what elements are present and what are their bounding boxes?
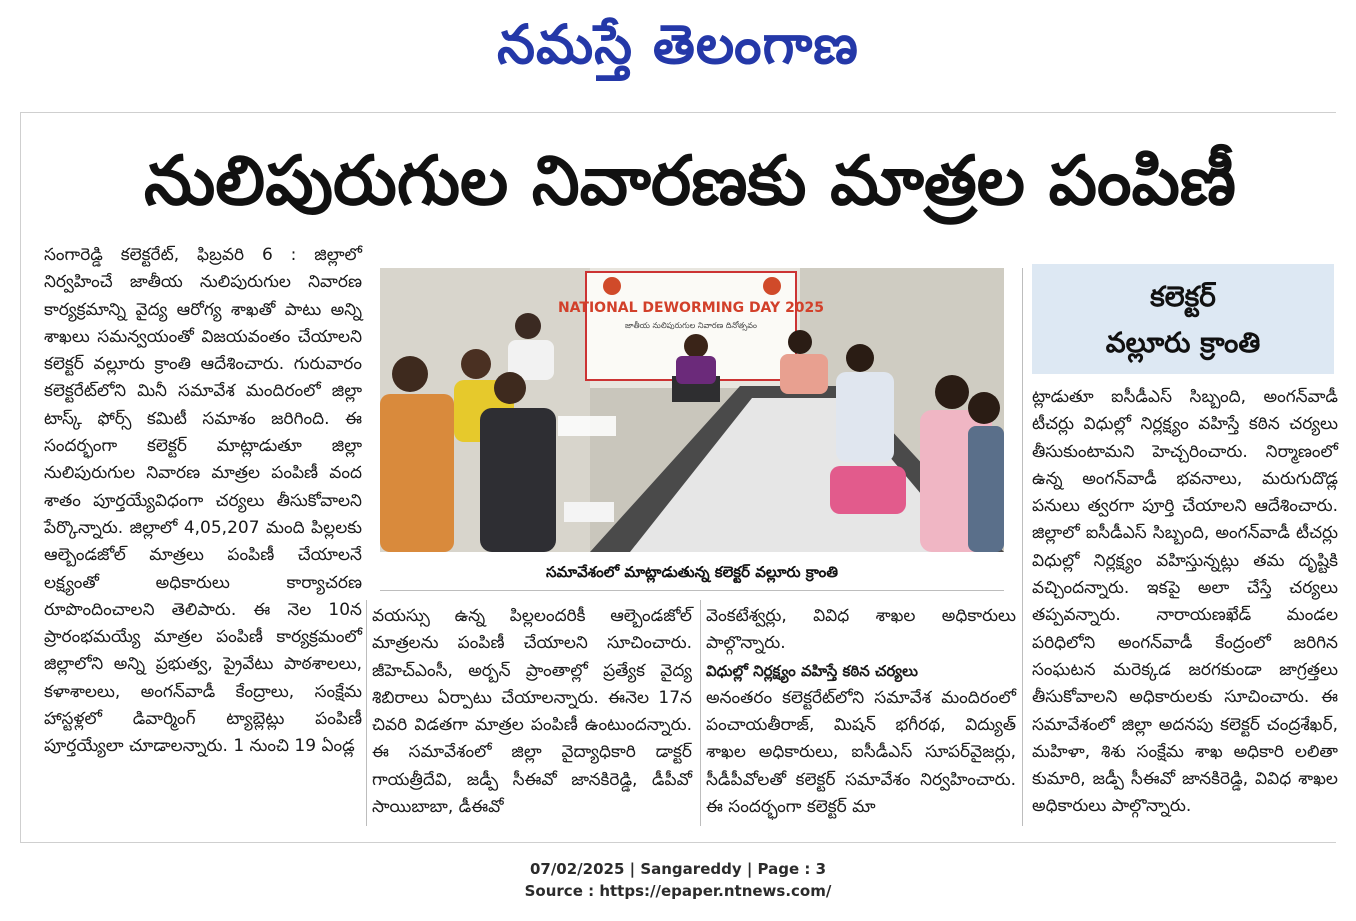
sidebar-title: కలెక్టర్ <box>1150 280 1216 313</box>
column-1-text: సంగారెడ్డి కలెక్టరేట్, ఫిబ్రవరి 6 : జిల్లాలో నిర్వహించే జాతీయ నులిపురుగుల నివారణ కార్యక్రమాన్ని వైద్య ఆరోగ్య శాఖతో పాటు అన్ని శాఖలు సమన్వయంతో విజయవంతం చేయాలని కలెక్టర్ వల్లూరు క్రాంతి ఆదేశించారు. గురువారం కలెక్టరేట్‌లోని మినీ సమావేశ మందిరంలో జిల్లా టాస్క్ ఫోర్స్ కమిటీ సమాశం జరిగింది. ఈ సందర్భంగా కలెక్టర్ మాట్లాడుతూ జిల్లా నులిపురుగుల నివారణ మాత్రల పంపిణీ వంద శాతం పూర్తయ్యేవిధంగా చర్యలు తీసుకోవాలని పేర్కొన్నారు. జిల్లాలో 4,05,207 మంది పిల్లలకు ఆల్బెండజోల్ మాత్రలు పంపిణీ చేయాలనే లక్ష్యంతో అధికారులు కార్యాచరణ రూపొందించాలని తెలిపారు. ఈ నెల 10న ప్రారంభమయ్యే మాత్రల పంపిణీ కార్యక్రమంలో జిల్లాలోని అన్ని ప్రభుత్వ, ప్రైవేటు పాఠశాలలు, కళాశాలలు, అంగన్‌వాడీ కేంద్రాలు, సంక్షేమ హాస్టళ్లలో డివార్మింగ్ ట్యాబ్లెట్లు పంపిణీ పూర్తయ్యేలా చూడాలన్నారు. 1 నుంచి 19 ఏండ్ల <box>44 245 362 757</box>
column-3-subheading: విధుల్లో నిర్లక్ష్యం వహిస్తే కఠిన చర్యలు <box>706 661 918 680</box>
column-3-body-text: అనంతరం కలెక్టరేట్‌లోని సమావేశ మందిరంలో పంచాయతీరాజ్, మిషన్ భగీరథ, విద్యుత్ శాఖల అధికారులు, ఐసీడీఎస్ సూపర్‌వైజర్లు, సీడీపీవోలతో కలెక్టర్ సమావేశం నిర్వహించారు. ఈ సందర్భంగా కలెక్టర్ మా <box>706 687 1016 818</box>
column-divider <box>366 600 367 826</box>
article-column-3 <box>706 603 1016 821</box>
collector-name-box <box>1032 264 1334 374</box>
meeting-photo <box>380 268 1004 552</box>
column-2-text: వయస్సు ఉన్న పిల్లలందరికీ ఆల్బెండజోల్ మాత్రలను పంపిణీ చేయాలని సూచించారు. జీహెచ్ఎంసీ, అర్బన్ ప్రాంతాల్లో ప్రత్యేక వైద్య శిబిరాలు ఏర్పాటు చేయాలన్నారు. ఈనెల 17న చివరి విడతగా మాత్రల పంపిణీ ఉంటుందన్నారు. ఈ సమావేశంలో జిల్లా వైద్యాధికారి డాక్టర్ గాయత్రీదేవి, జడ్పీ సీఈవో జానకిరెడ్డి, డీపీవో సాయిబాబా, డీఈవో <box>372 606 692 818</box>
page-frame-bottom <box>20 842 1336 843</box>
banner-title: NATIONAL DEWORMING DAY 2025 <box>557 300 825 316</box>
page-footer <box>0 858 1356 902</box>
footer-date-page: 07/02/2025 | Sangareddy | Page : 3 <box>529 860 827 878</box>
column-4-text: ట్లాడుతూ ఐసీడీఎస్ సిబ్బంది, అంగన్‌వాడీ టీచర్లు విధుల్లో నిర్లక్ష్యం వహిస్తే కఠిన చర్యలు తీసుకుంటామని హెచ్చరించారు. నిర్మాణంలో ఉన్న అంగన్‌వాడీ భవనాలు, మరుగుదొడ్ల పనులు త్వరగా పూర్తి చేయాలని ఆదేశించారు. జిల్లాలో ఐసీడీఎస్ సిబ్బంది, అంగన్‌వాడీ టీచర్లు విధుల్లో నిర్లక్ష్యం వహిస్తున్నట్లు తమ దృష్టికి వచ్చిందన్నారు. ఇకపై అలా చేస్తే చర్యలు తప్పవన్నారు. నారాయణఖేడ్ మండల పరిధిలోని అంగన్‌వాడీ కేంద్రంలో జరిగిన సంఘటన మరెక్కడ జరగకుండా జాగ్రత్తలు తీసుకోవాలని అధికారులకు సూచించారు. ఈ సమావేశంలో జిల్లా అదనపు కలెక్టర్ చంద్రశేఖర్, మహిళా, శిశు సంక్షేమ శాఖ అధికారి లలితా కుమారి, జడ్పీ సీఈవో జానకిరెడ్డి, వివిధ శాఖల అధికారులు పాల్గొన్నారు. <box>1032 387 1338 817</box>
caption-divider <box>380 590 1004 591</box>
meeting-photo-image <box>380 268 1004 552</box>
page-frame-top <box>20 112 1336 113</box>
footer-source: Source : https://epaper.ntnews.com/ <box>524 882 832 900</box>
column-divider <box>1022 268 1023 826</box>
page-frame-left <box>20 112 21 842</box>
article-column-1 <box>44 242 362 761</box>
article-column-4 <box>1032 384 1338 821</box>
column-divider <box>700 600 701 826</box>
article-column-2 <box>372 603 692 821</box>
banner-subtitle: జాతీయ నులిపురుగుల నివారణ దినోత్సవం <box>624 321 758 330</box>
photo-caption: సమావేశంలో మాట్లాడుతున్న కలెక్టర్ వల్లూరు క్రాంతి <box>545 563 839 581</box>
newspaper-logo: నమస్తే తెలంగాణ <box>497 13 859 76</box>
article-headline: నులిపురుగుల నివారణకు మాత్రల పంపిణీ <box>144 142 1236 221</box>
column-3-top-text: వెంకటేశ్వర్లు, వివిధ శాఖల అధికారులు పాల్గొన్నారు. <box>706 606 1016 654</box>
masthead <box>0 0 1356 100</box>
sidebar-person-name: వల్లూరు క్రాంతి <box>1105 326 1261 359</box>
